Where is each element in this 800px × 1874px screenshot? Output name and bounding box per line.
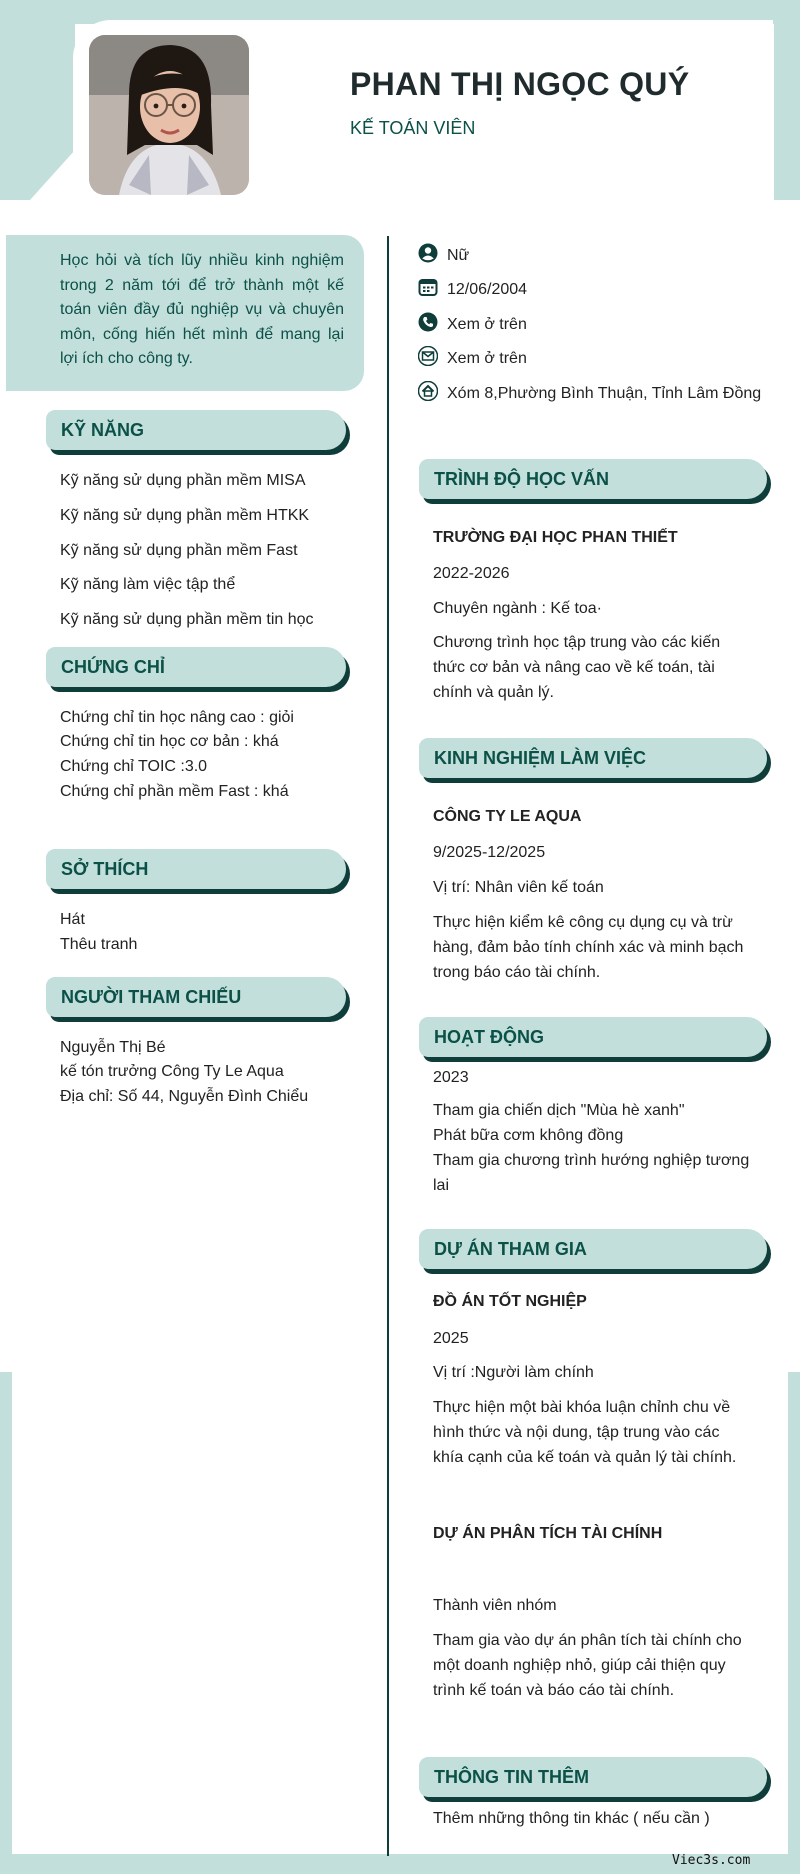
- section-hobbies-header: [46, 849, 346, 889]
- section-extra-title: THÔNG TIN THÊM: [434, 1766, 589, 1787]
- project-2-role: Thành viên nhóm: [433, 1597, 557, 1614]
- project-1-description: Thực hiện một bài khóa luận chỉnh chu về hình thức và nội dung, tập trung vào các khía cạnh của kế toán và quản lý tài chính.: [433, 1399, 737, 1466]
- frame-right-top: [774, 0, 800, 200]
- activity-item: Tham gia chương trình hướng nghiệp tương lai: [433, 1152, 750, 1194]
- objective-text: Học hỏi và tích lũy nhiều kinh nghiệm trong 2 năm tới để trở thành một kế toán viên đầy đủ nghiệp vụ và chuyên môn, cống hiến hết mình để mang lại lợi ích cho công ty.: [60, 252, 344, 367]
- extra-text: Thêm những thông tin khác ( nếu cần ): [433, 1810, 710, 1827]
- section-activities-title: HOẠT ĐỘNG: [434, 1026, 544, 1047]
- user-icon: [418, 243, 438, 263]
- contact-birthday: 12/06/2004: [447, 281, 528, 298]
- skill-item: Kỹ năng sử dụng phần mềm Fast: [60, 542, 298, 559]
- hobby-item: Thêu tranh: [60, 936, 138, 953]
- home-icon: [418, 381, 438, 401]
- section-skills-title: KỸ NĂNG: [61, 419, 145, 440]
- certificate-item: Chứng chỉ TOIC :3.0: [60, 758, 208, 775]
- reference-position: kế tón trưởng Công Ty Le Aqua: [60, 1063, 284, 1080]
- section-experience-header: [419, 738, 767, 778]
- phone-icon: [418, 312, 438, 332]
- contact-address: Xóm 8,Phường Bình Thuận, Tỉnh Lâm Đồng: [447, 385, 762, 402]
- project-1-name: ĐỒ ÁN TỐT NGHIỆP: [433, 1293, 587, 1310]
- reference-address: Địa chỉ: Số 44, Nguyễn Đình Chiểu: [60, 1088, 309, 1105]
- project-2-name: DỰ ÁN PHÂN TÍCH TÀI CHÍNH: [433, 1525, 663, 1542]
- education-description: Chương trình học tập trung vào các kiến thức cơ bản và nâng cao về kế toán, tài chính và quản lý.: [433, 634, 721, 701]
- calendar-icon: [418, 277, 438, 297]
- section-hobbies-title: SỞ THÍCH: [61, 858, 149, 879]
- experience-company: CÔNG TY LE AQUA: [433, 808, 582, 825]
- contact-phone: Xem ở trên: [447, 316, 527, 333]
- activities-year: 2023: [433, 1069, 469, 1086]
- job-title: KẾ TOÁN VIÊN: [350, 118, 476, 138]
- contact-email: Xem ở trên: [447, 350, 527, 367]
- avatar: [89, 35, 249, 195]
- project-1-year: 2025: [433, 1330, 469, 1347]
- section-references-title: NGƯỜI THAM CHIẾU: [61, 986, 242, 1007]
- certificate-item: Chứng chỉ phần mềm Fast : khá: [60, 783, 289, 800]
- section-education-header: [419, 459, 767, 499]
- header-corner-accent: [30, 150, 75, 200]
- education-school: TRƯỜNG ĐẠI HỌC PHAN THIẾT: [433, 529, 678, 546]
- education-period: 2022-2026: [433, 565, 510, 582]
- reference-name: Nguyễn Thị Bé: [60, 1039, 166, 1056]
- activity-item: Tham gia chiến dịch "Mùa hè xanh": [433, 1102, 685, 1119]
- section-certificates-header: [46, 647, 346, 687]
- project-2-description: Tham gia vào dự án phân tích tài chính cho một doanh nghiệp nhỏ, giúp cải thiện quy trình kế toán và báo cáo tài chính.: [433, 1632, 742, 1699]
- section-skills-header: [46, 410, 346, 450]
- section-certificates-title: CHỨNG CHỈ: [61, 656, 165, 677]
- activity-item: Phát bữa cơm không đồng: [433, 1127, 624, 1144]
- frame-left-bottom: [0, 1372, 12, 1874]
- certificate-item: Chứng chỉ tin học cơ bản : khá: [60, 733, 279, 750]
- section-projects-title: DỰ ÁN THAM GIA: [434, 1238, 587, 1259]
- section-experience-title: KINH NGHIỆM LÀM VIỆC: [434, 747, 647, 768]
- experience-period: 9/2025-12/2025: [433, 844, 546, 861]
- career-objective: [6, 235, 364, 391]
- watermark: Viec3s.com: [672, 1853, 751, 1868]
- experience-description: Thực hiện kiểm kê công cụ dụng cụ và trừ hàng, đảm bảo tính chính xác và minh bạch trong báo cáo tài chính.: [433, 914, 744, 981]
- section-education-title: TRÌNH ĐỘ HỌC VẤN: [434, 468, 609, 489]
- contact-gender: Nữ: [447, 247, 470, 264]
- certificate-item: Chứng chỉ tin học nâng cao : giỏi: [60, 709, 294, 726]
- section-projects-header: [419, 1229, 767, 1269]
- section-references-header: [46, 977, 346, 1017]
- skill-item: Kỹ năng sử dụng phần mềm HTKK: [60, 507, 310, 524]
- section-extra-header: [419, 1757, 767, 1797]
- project-1-role: Vị trí :Người làm chính: [433, 1364, 594, 1381]
- frame-right-bottom: [788, 1372, 800, 1874]
- education-major: Chuyên ngành : Kế toa·: [433, 600, 603, 617]
- skill-item: Kỹ năng làm việc tập thể: [60, 576, 236, 593]
- experience-position: Vị trí: Nhân viên kế toán: [433, 879, 604, 896]
- column-divider: [387, 236, 389, 1856]
- page-title: PHAN THỊ NGỌC QUÝ: [350, 66, 690, 102]
- skill-item: Kỹ năng sử dụng phần mềm tin học: [60, 611, 314, 628]
- section-activities-header: [419, 1017, 767, 1057]
- skill-item: Kỹ năng sử dụng phần mềm MISA: [60, 472, 306, 489]
- hobby-item: Hát: [60, 911, 85, 928]
- email-icon: [418, 346, 438, 366]
